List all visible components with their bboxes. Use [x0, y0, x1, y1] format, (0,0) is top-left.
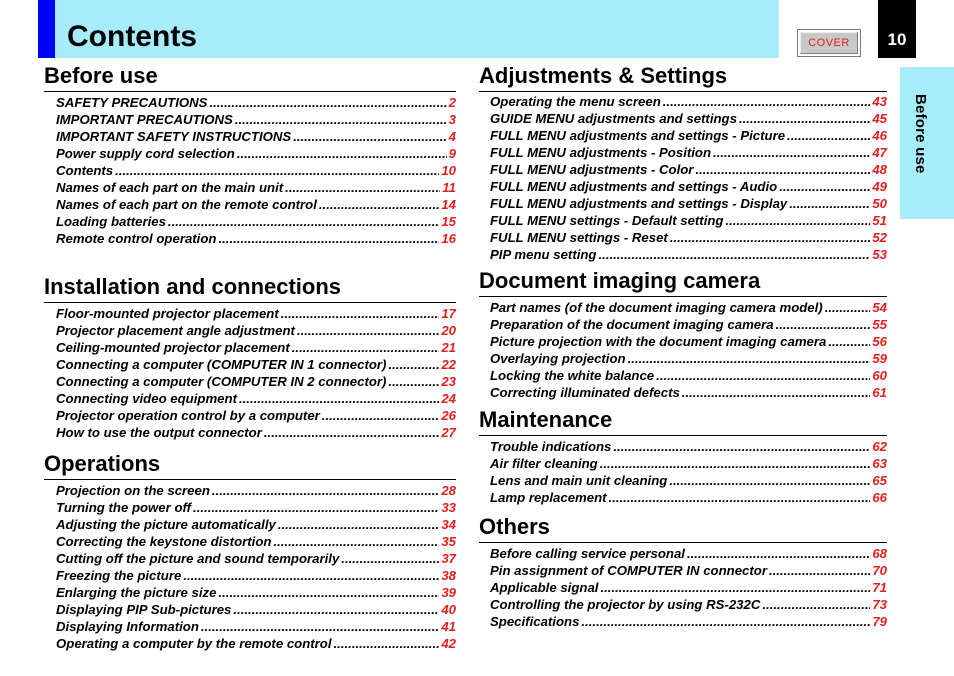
dot-leader: [656, 367, 870, 384]
dot-leader: [600, 579, 870, 596]
dot-leader: [233, 601, 439, 618]
toc-entry-page-link[interactable]: 42: [441, 636, 456, 651]
toc-entry[interactable]: [490, 93, 887, 110]
toc-entry[interactable]: [56, 322, 456, 339]
entry-list: [490, 438, 887, 506]
section-document-imaging-camera: [479, 268, 887, 401]
toc-entry-page-link[interactable]: 61: [872, 385, 887, 400]
toc-entry-page-link[interactable]: 68: [872, 546, 887, 561]
toc-entry[interactable]: [490, 316, 887, 333]
toc-entry[interactable]: [56, 390, 456, 407]
toc-entry-text: Projector operation control by a computer: [56, 408, 320, 423]
dot-leader: [297, 322, 439, 339]
dot-leader: [239, 390, 439, 407]
toc-entry[interactable]: [490, 350, 887, 367]
dot-leader: [388, 356, 439, 373]
toc-entry[interactable]: [56, 482, 456, 499]
toc-entry-text: Pin assignment of COMPUTER IN connector: [490, 563, 767, 578]
dot-leader: [776, 316, 871, 333]
toc-entry-text: Lamp replacement: [490, 490, 607, 505]
dot-leader: [609, 489, 871, 506]
toc-entry-text: Names of each part on the main unit: [56, 180, 284, 195]
toc-entry-page-link[interactable]: 54: [872, 300, 887, 315]
toc-entry-text: Power supply cord selection: [56, 146, 235, 161]
section-before-use: [44, 63, 456, 247]
toc-entry[interactable]: [490, 545, 887, 562]
dot-leader: [825, 299, 871, 316]
dot-leader: [789, 195, 870, 212]
toc-entry-text: Projector placement angle adjustment: [56, 323, 295, 338]
dot-leader: [787, 127, 870, 144]
section-title: Document imaging camera: [479, 268, 761, 293]
toc-entry[interactable]: [490, 161, 887, 178]
toc-entry-page-link[interactable]: 15: [441, 214, 456, 229]
toc-entry-text: Freezing the picture: [56, 568, 182, 583]
toc-entry-page-link[interactable]: 37: [441, 551, 456, 566]
toc-entry-page-link[interactable]: 23: [441, 374, 456, 389]
dot-leader: [201, 618, 439, 635]
dot-leader: [322, 407, 440, 424]
toc-entry-page-link[interactable]: 39: [441, 585, 456, 600]
dot-leader: [682, 384, 871, 401]
toc-entry-page-link[interactable]: 28: [441, 483, 456, 498]
side-tab-label: Before use: [912, 94, 929, 174]
toc-entry-text: FULL MENU adjustments - Position: [490, 145, 712, 160]
dot-leader: [828, 333, 870, 350]
toc-entry-page-link[interactable]: 71: [872, 580, 887, 595]
dot-leader: [218, 584, 439, 601]
toc-entry-text: Displaying Information: [56, 619, 199, 634]
toc-entry-text: Connecting video equipment: [56, 391, 237, 406]
toc-entry-page-link[interactable]: 20: [441, 323, 456, 338]
toc-entry-page-link[interactable]: 35: [441, 534, 456, 549]
toc-entry-page-link[interactable]: 56: [872, 334, 887, 349]
toc-entry-page-link[interactable]: 48: [872, 162, 887, 177]
dot-leader: [687, 545, 870, 562]
toc-entry[interactable]: [490, 195, 887, 212]
cover-button[interactable]: COVER: [798, 30, 860, 56]
dot-leader: [663, 93, 871, 110]
toc-entry-page-link[interactable]: 55: [872, 317, 887, 332]
toc-entry[interactable]: [490, 246, 887, 263]
side-tab-before-use[interactable]: [900, 67, 954, 219]
toc-entry-text: How to use the output connector: [56, 425, 262, 440]
toc-entry-text: Part names (of the document imaging camera model): [490, 300, 823, 315]
section-title: Operations: [44, 451, 161, 476]
title-accent-bar: [38, 0, 55, 58]
toc-entry-page-link[interactable]: 46: [872, 128, 887, 143]
toc-entry-text: Operating a computer by the remote control: [56, 636, 332, 651]
toc-entry-page-link[interactable]: 27: [441, 425, 456, 440]
toc-entry-text: Enlarging the picture size: [56, 585, 217, 600]
dot-leader: [115, 162, 439, 179]
toc-entry-text: Projection on the screen: [56, 483, 210, 498]
section-adjustments-and-settings: [479, 63, 887, 263]
dot-leader: [168, 213, 439, 230]
toc-entry[interactable]: [490, 613, 887, 630]
toc-entry[interactable]: [56, 128, 456, 145]
toc-entry-text: PIP menu setting: [490, 247, 597, 262]
dot-leader: [193, 499, 439, 516]
toc-entry[interactable]: [56, 230, 456, 247]
toc-entry[interactable]: [56, 618, 456, 635]
toc-entry-text: FULL MENU adjustments and settings - Display: [490, 196, 788, 211]
toc-entry-page-link[interactable]: 63: [872, 456, 887, 471]
toc-entry[interactable]: [490, 472, 887, 489]
section-rule: [44, 302, 456, 303]
toc-entry-page-link[interactable]: 10: [441, 163, 456, 178]
toc-entry-text: Trouble indications: [490, 439, 612, 454]
toc-entry-text: Picture projection with the document imaging camera: [490, 334, 827, 349]
dot-leader: [341, 550, 439, 567]
section-title: Installation and connections: [44, 274, 342, 299]
toc-entry-page-link[interactable]: 3: [448, 112, 456, 127]
dot-leader: [237, 145, 447, 162]
toc-entry-page-link[interactable]: 2: [448, 95, 456, 110]
toc-entry-text: Remote control operation: [56, 231, 217, 246]
toc-entry-page-link[interactable]: 38: [441, 568, 456, 583]
dot-leader: [739, 110, 870, 127]
dot-leader: [334, 635, 440, 652]
toc-entry[interactable]: [56, 424, 456, 441]
toc-entry-page-link[interactable]: 52: [872, 230, 887, 245]
toc-entry-text: Specifications: [490, 614, 580, 629]
toc-entry[interactable]: [490, 144, 887, 161]
toc-entry-page-link[interactable]: 51: [872, 213, 887, 228]
toc-entry[interactable]: [56, 339, 456, 356]
toc-entry-text: GUIDE MENU adjustments and settings: [490, 111, 737, 126]
section-title: Maintenance: [479, 407, 613, 432]
dot-leader: [319, 196, 439, 213]
toc-entry-page-link[interactable]: 59: [872, 351, 887, 366]
toc-entry[interactable]: [490, 579, 887, 596]
toc-entry-text: FULL MENU adjustments and settings - Audio: [490, 179, 778, 194]
section-others: [479, 514, 887, 630]
entry-list: [56, 305, 456, 441]
dot-leader: [725, 212, 870, 229]
dot-leader: [292, 339, 440, 356]
toc-entry-text: Ceiling-mounted projector placement: [56, 340, 290, 355]
toc-entry-page-link[interactable]: 62: [872, 439, 887, 454]
toc-entry[interactable]: [56, 567, 456, 584]
dot-leader: [779, 178, 870, 195]
entry-list: [56, 482, 456, 652]
dot-leader: [218, 230, 439, 247]
toc-entry-text: Correcting illuminated defects: [490, 385, 680, 400]
toc-entry-page-link[interactable]: 43: [872, 94, 887, 109]
toc-entry-text: Lens and main unit cleaning: [490, 473, 668, 488]
toc-entry[interactable]: [56, 499, 456, 516]
toc-entry-page-link[interactable]: 21: [441, 340, 456, 355]
toc-entry[interactable]: [490, 562, 887, 579]
toc-entry[interactable]: [56, 94, 456, 111]
toc-entry-page-link[interactable]: 60: [872, 368, 887, 383]
toc-entry[interactable]: [56, 356, 456, 373]
toc-entry[interactable]: [56, 145, 456, 162]
toc-entry[interactable]: [490, 299, 887, 316]
toc-entry-text: Connecting a computer (COMPUTER IN 1 connector): [56, 357, 387, 372]
toc-entry[interactable]: [490, 333, 887, 350]
toc-entry-page-link[interactable]: 14: [441, 197, 456, 212]
title-band: [38, 0, 779, 58]
toc-entry-text: Correcting the keystone distortion: [56, 534, 272, 549]
toc-entry-page-link[interactable]: 9: [448, 146, 456, 161]
toc-entry[interactable]: [490, 455, 887, 472]
section-rule: [44, 91, 456, 92]
toc-entry-text: Connecting a computer (COMPUTER IN 2 connector): [56, 374, 387, 389]
toc-entry-text: IMPORTANT PRECAUTIONS: [56, 112, 233, 127]
dot-leader: [670, 229, 871, 246]
toc-entry[interactable]: [56, 305, 456, 322]
section-title: Adjustments & Settings: [479, 63, 728, 88]
toc-entry[interactable]: [56, 179, 456, 196]
toc-entry[interactable]: [56, 635, 456, 652]
toc-entry-page-link[interactable]: 73: [872, 597, 887, 612]
toc-entry-page-link[interactable]: 65: [872, 473, 887, 488]
toc-entry[interactable]: [490, 212, 887, 229]
toc-entry-text: SAFETY PRECAUTIONS: [56, 95, 208, 110]
toc-entry[interactable]: [56, 550, 456, 567]
toc-entry-page-link[interactable]: 53: [872, 247, 887, 262]
dot-leader: [762, 596, 870, 613]
toc-entry-text: FULL MENU settings - Reset: [490, 230, 668, 245]
toc-entry-text: Names of each part on the remote control: [56, 197, 317, 212]
toc-entry-text: Locking the white balance: [490, 368, 655, 383]
toc-entry[interactable]: [56, 516, 456, 533]
toc-entry-page-link[interactable]: 4: [448, 129, 456, 144]
entry-list: [490, 93, 887, 263]
toc-entry[interactable]: [490, 438, 887, 455]
toc-entry[interactable]: [490, 229, 887, 246]
toc-entry[interactable]: [56, 196, 456, 213]
toc-entry-page-link[interactable]: 17: [441, 306, 456, 321]
toc-entry[interactable]: [490, 384, 887, 401]
section-installation-and-connections: [44, 274, 456, 441]
dot-leader: [581, 613, 870, 630]
dot-leader: [769, 562, 870, 579]
section-operations: [44, 451, 456, 652]
toc-entry-text: Applicable signal: [490, 580, 599, 595]
toc-entry-text: IMPORTANT SAFETY INSTRUCTIONS: [56, 129, 292, 144]
page-number: 10: [878, 0, 916, 58]
toc-entry[interactable]: [490, 127, 887, 144]
toc-entry-text: FULL MENU settings - Default setting: [490, 213, 724, 228]
section-maintenance: [479, 407, 887, 506]
section-title: Before use: [44, 63, 158, 88]
toc-entry[interactable]: [490, 489, 887, 506]
dot-leader: [281, 305, 440, 322]
toc-entry-text: FULL MENU adjustments and settings - Picture: [490, 128, 786, 143]
toc-entry-text: Turning the power off: [56, 500, 192, 515]
toc-entry-page-link[interactable]: 50: [872, 196, 887, 211]
dot-leader: [628, 350, 871, 367]
toc-entry-page-link[interactable]: 45: [872, 111, 887, 126]
toc-entry-text: Adjusting the picture automatically: [56, 517, 276, 532]
toc-entry[interactable]: [490, 110, 887, 127]
toc-entry-text: Loading batteries: [56, 214, 166, 229]
toc-entry-page-link[interactable]: 41: [441, 619, 456, 634]
dot-leader: [183, 567, 439, 584]
toc-entry-page-link[interactable]: 24: [441, 391, 456, 406]
dot-leader: [264, 424, 439, 441]
toc-entry-text: Air filter cleaning: [490, 456, 598, 471]
toc-entry-page-link[interactable]: 34: [441, 517, 456, 532]
entry-list: [490, 299, 887, 401]
dot-leader: [273, 533, 439, 550]
section-rule: [479, 296, 887, 297]
dot-leader: [613, 438, 870, 455]
toc-entry-text: Preparation of the document imaging camera: [490, 317, 774, 332]
section-rule: [479, 542, 887, 543]
toc-entry-text: Cutting off the picture and sound temporarily: [56, 551, 340, 566]
entry-list: [56, 94, 456, 247]
dot-leader: [388, 373, 439, 390]
toc-entry-text: Contents: [56, 163, 114, 178]
toc-entry[interactable]: [56, 373, 456, 390]
dot-leader: [285, 179, 440, 196]
toc-entry-text: Before calling service personal: [490, 546, 685, 561]
toc-entry[interactable]: [490, 367, 887, 384]
dot-leader: [713, 144, 870, 161]
toc-entry-text: Operating the menu screen: [490, 94, 661, 109]
toc-entry-page-link[interactable]: 49: [872, 179, 887, 194]
section-rule: [479, 435, 887, 436]
toc-entry[interactable]: [56, 162, 456, 179]
section-rule: [44, 479, 456, 480]
page-title: Contents: [67, 20, 197, 53]
dot-leader: [278, 516, 440, 533]
toc-entry[interactable]: [56, 407, 456, 424]
dot-leader: [599, 246, 871, 263]
toc-entry-page-link[interactable]: 66: [872, 490, 887, 505]
toc-entry-page-link[interactable]: 40: [441, 602, 456, 617]
toc-entry[interactable]: [56, 111, 456, 128]
dot-leader: [695, 161, 870, 178]
toc-entry-text: Displaying PIP Sub-pictures: [56, 602, 232, 617]
toc-entry-page-link[interactable]: 70: [872, 563, 887, 578]
toc-entry-page-link[interactable]: 22: [441, 357, 456, 372]
toc-entry-page-link[interactable]: 16: [441, 231, 456, 246]
toc-entry[interactable]: [56, 584, 456, 601]
toc-entry[interactable]: [56, 213, 456, 230]
toc-entry-text: Controlling the projector by using RS-232C: [490, 597, 761, 612]
toc-entry[interactable]: [56, 601, 456, 618]
toc-entry[interactable]: [56, 533, 456, 550]
toc-entry[interactable]: [490, 596, 887, 613]
toc-entry-text: Floor-mounted projector placement: [56, 306, 279, 321]
toc-entry-page-link[interactable]: 11: [442, 180, 456, 195]
section-rule: [479, 91, 887, 92]
dot-leader: [600, 455, 871, 472]
entry-list: [490, 545, 887, 630]
toc-entry[interactable]: [490, 178, 887, 195]
dot-leader: [235, 111, 447, 128]
toc-entry-page-link[interactable]: 79: [872, 614, 887, 629]
toc-entry-text: FULL MENU adjustments - Color: [490, 162, 694, 177]
toc-entry-page-link[interactable]: 47: [872, 145, 887, 160]
section-title: Others: [479, 514, 550, 539]
dot-leader: [293, 128, 446, 145]
dot-leader: [209, 94, 446, 111]
toc-entry-text: Overlaying projection: [490, 351, 626, 366]
toc-entry-page-link[interactable]: 33: [441, 500, 456, 515]
dot-leader: [669, 472, 870, 489]
dot-leader: [212, 482, 439, 499]
toc-entry-page-link[interactable]: 26: [441, 408, 456, 423]
